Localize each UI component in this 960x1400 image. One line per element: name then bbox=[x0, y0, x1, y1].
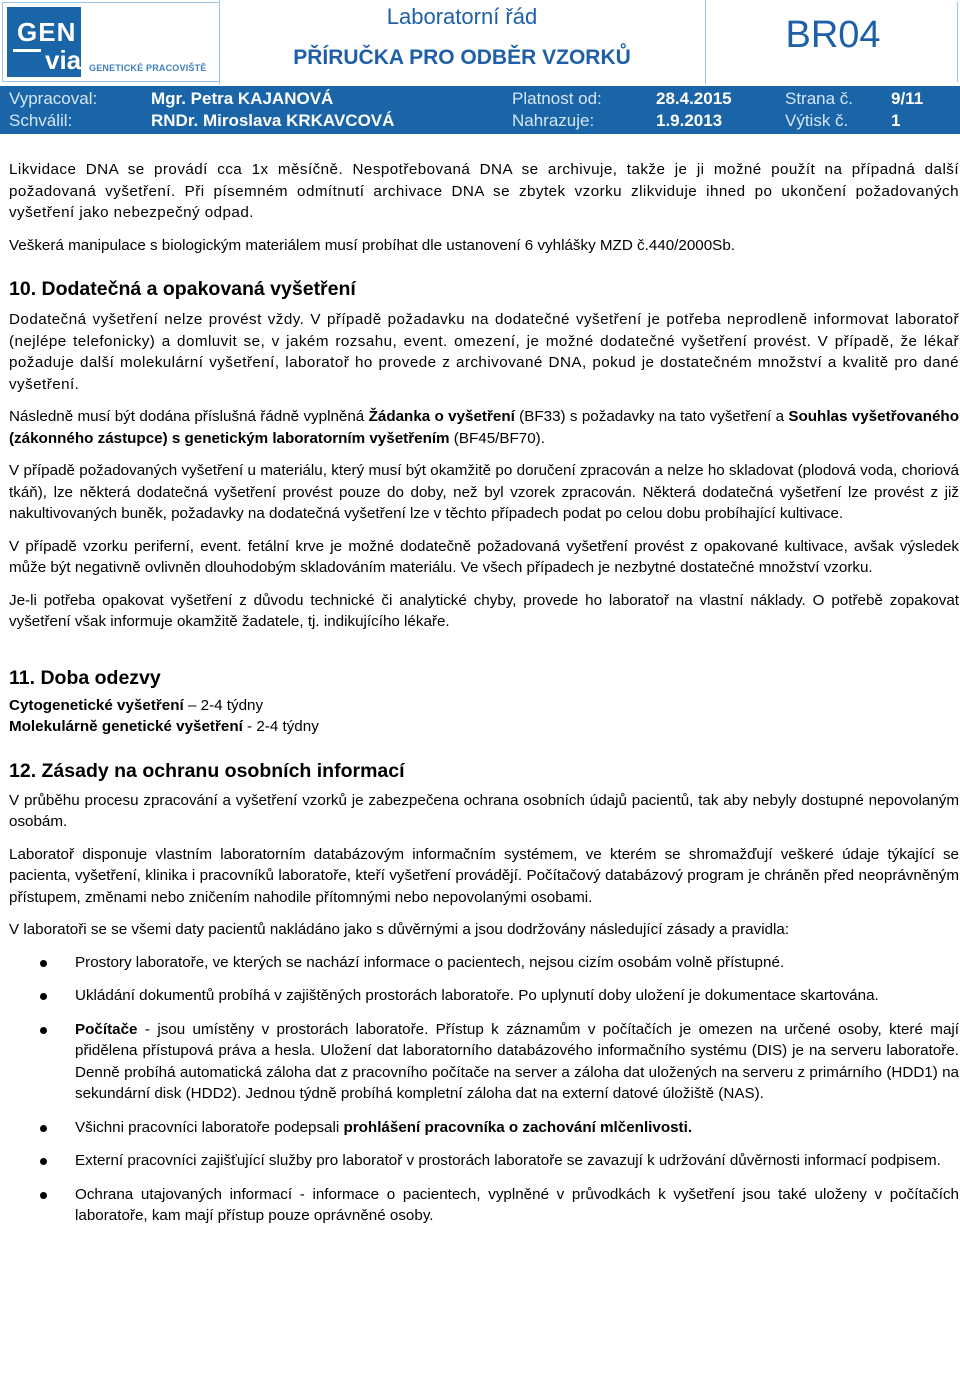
document-title: Laboratorní řád bbox=[386, 4, 538, 29]
page-number-label: Strana č. bbox=[785, 89, 854, 108]
list-item bbox=[9, 1019, 959, 1105]
print-number-value: 1 bbox=[891, 111, 901, 130]
text-run: - jsou umístěny v prostorách laboratoře. Přístup k záznamům v počítačích je omezen na určené osoby, které mají přidělena přístupová práva a hesla. Uložení dat laboratorního databázového informačního systému (DIS) je na serveru laboratoře. Denně probíhá automatická záloha dat z pracovního počítače na server a záloha dat uložených na serveru z primárního (HDD1) na sekundární disk (HDD2). Jednou týdně probíhá kompletní záloha dat na externí datové úložiště (NAS). bbox=[75, 1020, 959, 1102]
list-item bbox=[9, 1117, 959, 1139]
logo-divider bbox=[13, 49, 41, 52]
response-time-value: - 2-4 týdny bbox=[242, 718, 319, 735]
section-12-paragraph-1: V průběhu procesu zpracování a vyšetření vzorků je zabezpečena ochrana osobních údajů pacientů, tak aby nebyly dostupné nepovolaným osobám. bbox=[9, 791, 959, 830]
logo-text-gen: GEN bbox=[17, 17, 77, 47]
replaces-value: 1.9.2013 bbox=[656, 111, 723, 130]
request-form-name: Žádanka o vyšetření bbox=[368, 408, 515, 425]
header-info-bar bbox=[0, 86, 960, 134]
response-time-cytogenetic bbox=[9, 695, 959, 717]
document-body bbox=[9, 159, 959, 1239]
computers-term: Počítače bbox=[75, 1020, 138, 1038]
document-code: BR04 bbox=[785, 14, 881, 56]
section-11-heading: 11. Doba odezvy bbox=[9, 666, 161, 689]
privacy-rules-list bbox=[9, 952, 959, 1227]
section-10-paragraph-3: V případě požadovaných vyšetření u materiálu, který musí být okamžitě po doručení zpracován a nelze ho skladovat (plodová voda, choriová tkáň), lze některá dodatečná vyšetření provést pouze do doby, než byl vzorek zpracován. Některá dodatečná vyšetření lze provést z již nakultivovaných buněk, požadavky na dodatečná vyšetření lze v těchto případech podat po celou dobu probíhající kultivace. bbox=[9, 462, 959, 522]
section-10-paragraph-4: V případě vzorku periferní, event. fetální krve je možné dodatečně požadovaná vyšetření provést z opakované kultivace, avšak výsledek může být negativně ovlivněn dlouhodobým skladováním materiálu. Ve všech případech je nezbytné dostatečné množství vzorku. bbox=[9, 537, 959, 576]
genvia-logo bbox=[2, 2, 220, 82]
logo-subtitle: GENETICKÉ PRACOVIŠTĚ bbox=[89, 63, 207, 73]
text-run: Následně musí být dodána příslušná řádně vyplněná bbox=[9, 408, 369, 425]
list-item: Ukládání dokumentů probíhá v zajištěných prostorách laboratoře. Po uplynutí doby uložení je dokumentace skartována. bbox=[9, 985, 959, 1007]
print-number-label: Výtisk č. bbox=[785, 111, 849, 130]
section-10-paragraph-2 bbox=[9, 406, 959, 449]
response-time-value: – 2-4 týdny bbox=[183, 696, 264, 714]
section-10-heading: 10. Dodatečná a opakovaná vyšetření bbox=[9, 278, 356, 300]
document-subtitle: PŘÍRUČKA PRO ODBĚR VZORKŮ bbox=[293, 46, 631, 69]
text-run: Všichni pracovníci laboratoře podepsali bbox=[75, 1118, 344, 1136]
list-item: Ochrana utajovaných informací - informace o pacientech, vyplněné v průvodkách k vyšetření jsou také uloženy v počítačích laboratoře, kam mají přístup pouze oprávněné osoby. bbox=[9, 1184, 959, 1227]
list-item: Externí pracovníci zajišťující služby pro laboratoř v prostorách laboratoře se zavazují k udržování důvěrnosti informací podpisem. bbox=[9, 1150, 959, 1172]
text-run: (BF45/BF70). bbox=[449, 429, 545, 447]
response-time-label: Molekulárně genetické vyšetření bbox=[9, 718, 243, 735]
page-number-value: 9/11 bbox=[891, 89, 924, 108]
intro-paragraph-2: Veškerá manipulace s biologickým materiálem musí probíhat dle ustanovení 6 vyhlášky MZD č.440/2000Sb. bbox=[9, 236, 735, 254]
prepared-by-value: Mgr. Petra KAJANOVÁ bbox=[151, 89, 334, 108]
valid-from-value: 28.4.2015 bbox=[656, 89, 732, 108]
document-header bbox=[0, 0, 960, 140]
confidentiality-statement: prohlášení pracovníka o zachování mlčenlivosti. bbox=[343, 1118, 693, 1136]
replaces-label: Nahrazuje: bbox=[512, 111, 595, 130]
section-12-paragraph-2: Laboratoř disponuje vlastním laboratorním databázovým informačním systémem, ve kterém se shromažďují veškeré údaje týkající se pacienta, vyšetření, klinika i pracovníků laboratoře, kteří vyšetření provádějí. Počítačový databázový program je chráněn před neoprávněným přístupem, změnami nebo zničením nahodile přítomnými nebo nepovolanými osobami. bbox=[9, 845, 959, 906]
section-12-heading: 12. Zásady na ochranu osobních informací bbox=[9, 759, 405, 782]
response-time-label: Cytogenetické vyšetření bbox=[9, 696, 184, 714]
text-run: (BF33) s požadavky na tato vyšetření a bbox=[514, 408, 789, 425]
intro-paragraph-1: Likvidace DNA se provádí cca 1x měsíčně. Nespotřebovaná DNA se archivuje, takže je ji možné použít na případná další požadovaná vyšetření. Při písemném odmítnutí archivace DNA se zbytek vzorku zlikviduje ihned po ukončení požadovaných vyšetření jako nebezpečný odpad. bbox=[9, 161, 959, 221]
response-time-molecular bbox=[9, 716, 959, 738]
list-item: Prostory laboratoře, ve kterých se nachází informace o pacientech, nejsou cizím osobám volně přístupné. bbox=[9, 952, 959, 974]
approved-by-label: Schválil: bbox=[9, 111, 73, 130]
section-10-paragraph-5: Je-li potřeba opakovat vyšetření z důvodu technické či analytické chyby, provede ho laboratoř na vlastní náklady. O potřebě zopakovat vyšetření však informuje okamžitě žadatele, tj. indikujícího lékaře. bbox=[9, 591, 959, 630]
valid-from-label: Platnost od: bbox=[512, 89, 602, 108]
consent-form-name: Souhlas vyšetřovaného (zákonného zástupce) s genetickým laboratorním vyšetřením bbox=[9, 408, 959, 447]
logo-badge bbox=[7, 7, 81, 77]
prepared-by-label: Vypracoval: bbox=[9, 89, 98, 108]
logo-text-via: via bbox=[45, 45, 82, 75]
section-12-paragraph-3: V laboratoři se se všemi daty pacientů nakládáno jako s důvěrnými a jsou dodržovány následující zásady a pravidla: bbox=[9, 921, 790, 938]
section-10-paragraph-1: Dodatečná vyšetření nelze provést vždy. V případě požadavku na dodatečné vyšetření je potřeba neprodleně informovat laboratoř (nejlépe telefonicky) a domluvit se, v jakém rozsahu, event. omezení, je možné dodatečné vyšetření provést. V případě, že lékař požaduje další molekulární vyšetření, laboratoř ho provede z archivované DNA, pokud je dostatečném množství a kvalitě pro dané vyšetření. bbox=[9, 311, 959, 393]
approved-by-value: RNDr. Miroslava KRKAVCOVÁ bbox=[151, 111, 395, 130]
